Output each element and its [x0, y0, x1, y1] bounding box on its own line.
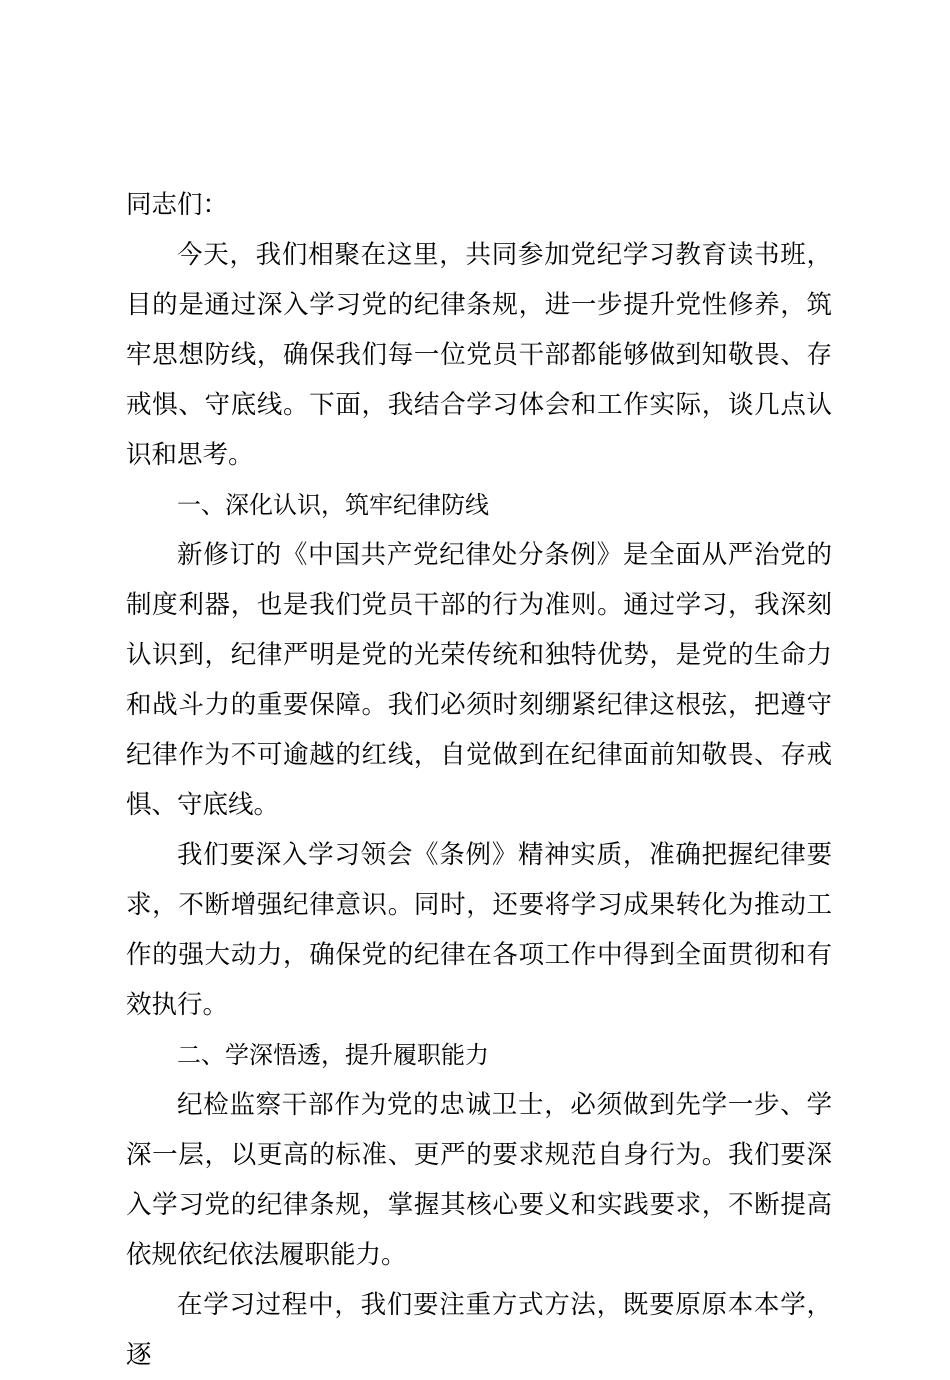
paragraph-study-methods: 在学习过程中，我们要注重方式方法，既要原原本本学，逐 [126, 1290, 832, 1370]
document-body [126, 180, 832, 1380]
paragraph-regulation: 新修订的《中国共产党纪律处分条例》是全面从严治党的制度利器，也是我们党员干部的行为准则。通过学习，我深刻认识到，纪律严明是党的光荣传统和独特优势，是党的生命力和战斗力的重要保障。我们必须时刻绷紧纪律这根弦，把遵守纪律作为不可逾越的红线，自觉做到在纪律面前知敬畏、存戒惧、守底线。 [126, 540, 832, 820]
paragraph-intro: 今天，我们相聚在这里，共同参加党纪学习教育读书班，目的是通过深入学习党的纪律条规，进一步提升党性修养，筑牢思想防线，确保我们每一位党员干部都能够做到知敬畏、存戒惧、守底线。下面，我结合学习体会和工作实际，谈几点认识和思考。 [126, 240, 832, 470]
salutation: 同志们： [126, 190, 229, 220]
section-heading-1: 一、深化认识，筑牢纪律防线 [177, 491, 489, 519]
paragraph-study-spirit: 我们要深入学习领会《条例》精神实质，准确把握纪律要求，不断增强纪律意识。同时，还要将学习成果转化为推动工作的强大动力，确保党的纪律在各项工作中得到全面贯彻和有效执行。 [126, 840, 832, 1020]
section-heading-2: 二、学深悟透，提升履职能力 [177, 1041, 489, 1069]
paragraph-inspection-cadres: 纪检监察干部作为党的忠诚卫士，必须做到先学一步、学深一层，以更高的标准、更严的要求规范自身行为。我们要深入学习党的纪律条规，掌握其核心要义和实践要求，不断提高依规依纪依法履职能力。 [126, 1090, 832, 1270]
